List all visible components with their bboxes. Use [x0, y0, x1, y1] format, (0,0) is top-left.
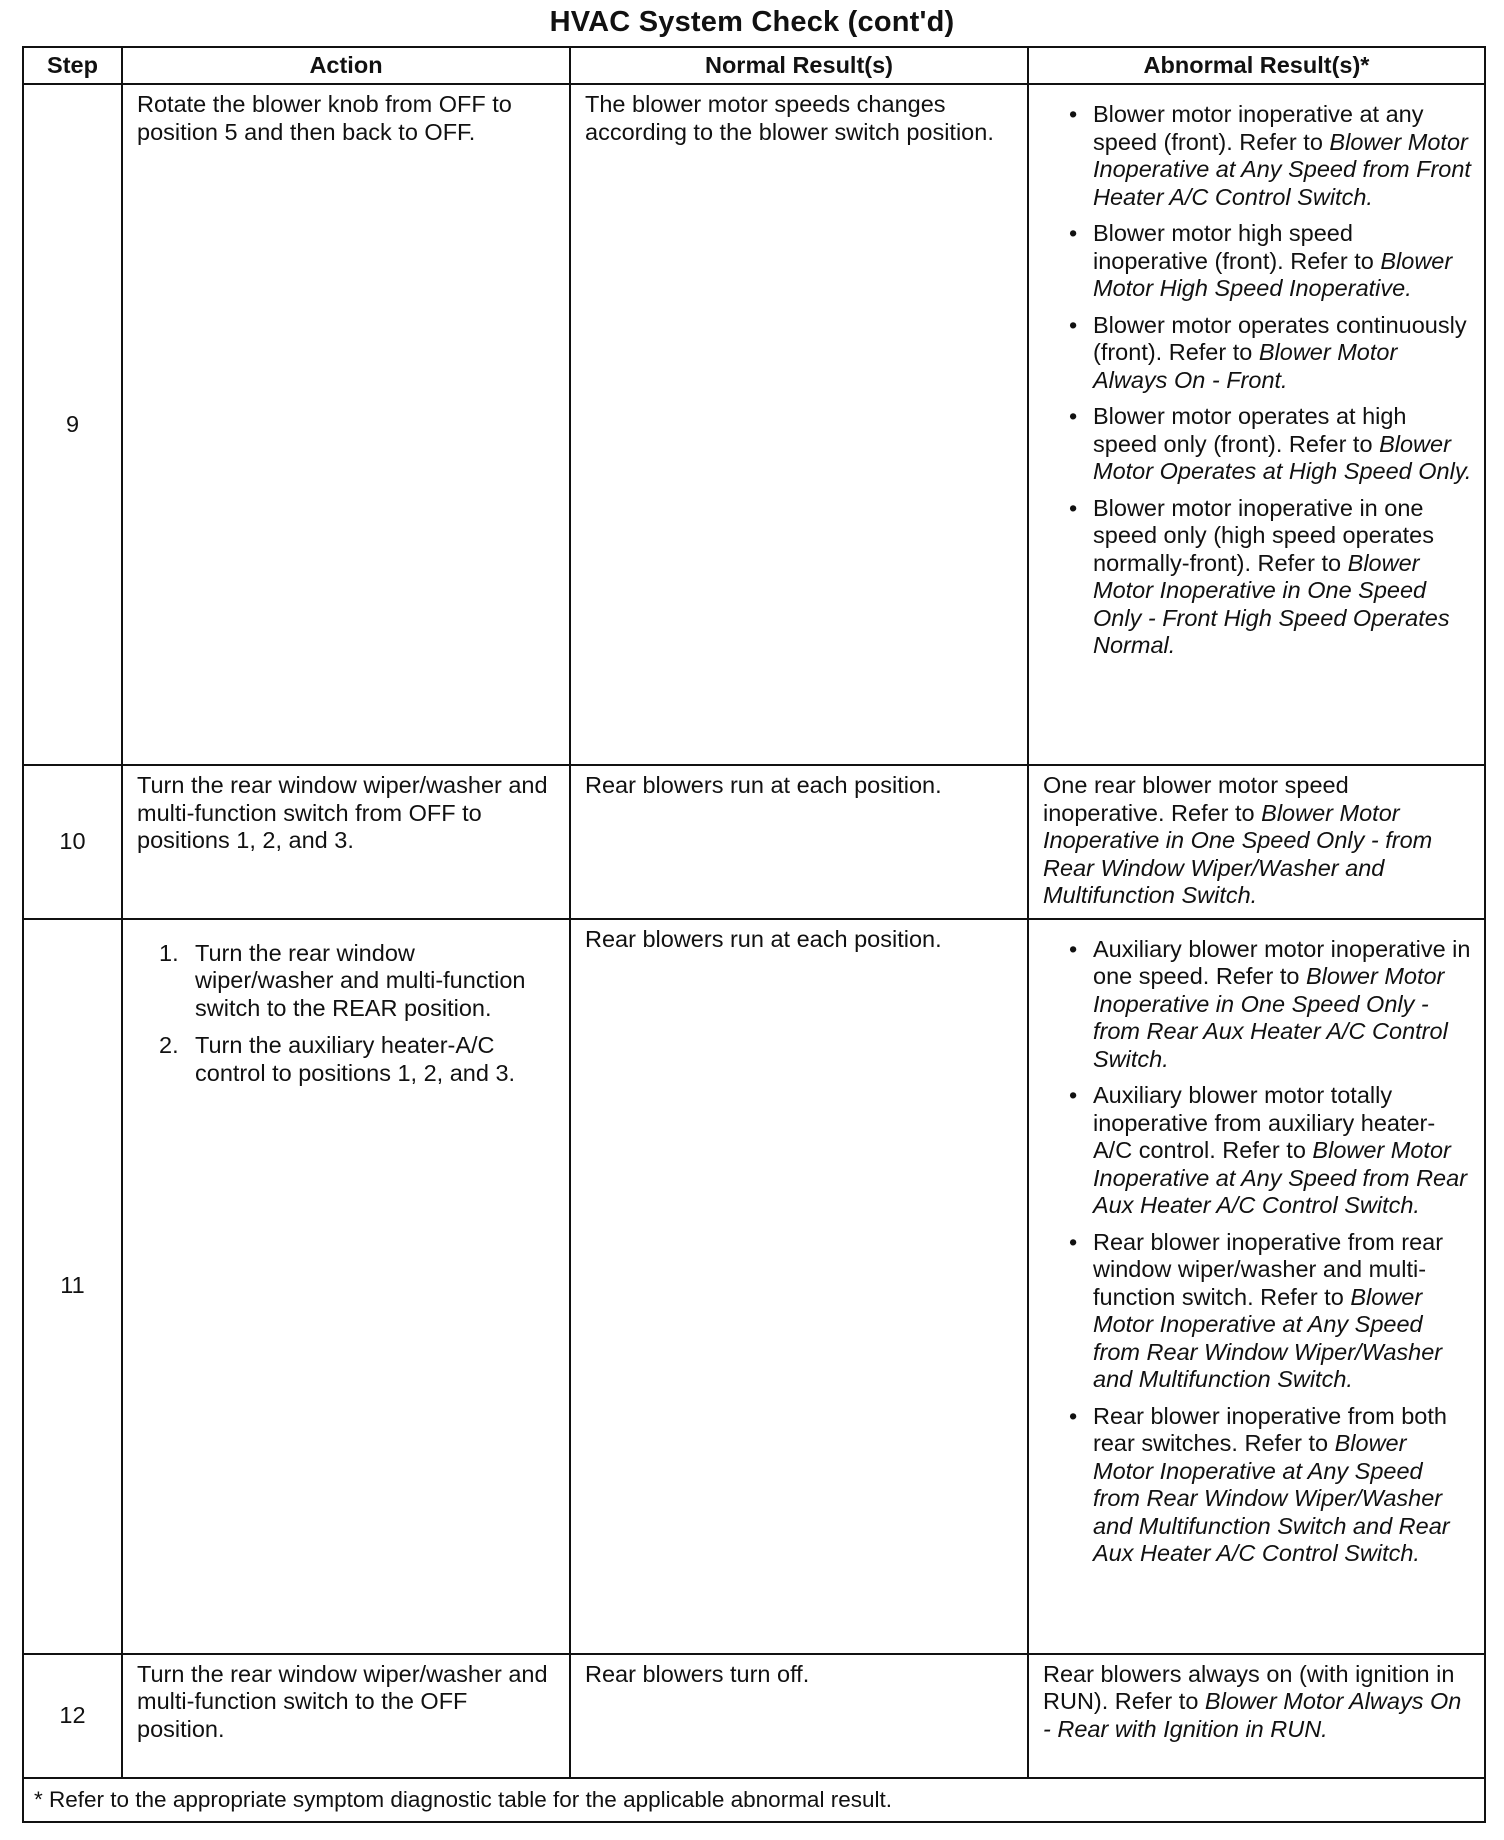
list-item: 1. Turn the rear window wiper/washer and multi-function switch to the REAR position.	[159, 939, 526, 1021]
list-item: • Rear blower inoperative from rear window wiper/washer and multi-function switch. Refer to Blower Motor Inoperative at Any Speed from Rear Window Wiper/Washer and Multifunction Switch.	[1043, 1229, 1472, 1394]
reference-link-text: Blower Motor Operates at High Speed Only.	[1093, 430, 1472, 484]
table-row	[23, 765, 1485, 919]
reference-link-text: Blower Motor Inoperative at Any Speed from Rear Aux Heater A/C Control Switch.	[1093, 1137, 1468, 1218]
reference-link-text: Blower Motor Inoperative at Any Speed from Rear Window Wiper/Washer and Multifunction Switch.	[1093, 1283, 1443, 1392]
abnormal-result-cell	[1028, 919, 1485, 1654]
footnote: * Refer to the appropriate symptom diagnostic table for the applicable abnormal result.	[23, 1778, 1485, 1822]
abnormal-result-cell	[1028, 84, 1485, 765]
action-cell	[122, 919, 570, 1654]
reference-link-text: Blower Motor High Speed Inoperative.	[1093, 247, 1453, 301]
list-item: • Blower motor inoperative in one speed only (high speed operates normally-front). Refer to Blower Motor Inoperative in One Speed Only - Front High Speed Operates Normal.	[1043, 495, 1472, 660]
reference-link-text: Blower Motor Always On - Rear with Ignition in RUN.	[1043, 1688, 1462, 1742]
abnormal-list	[1043, 926, 1472, 1568]
hvac-check-table	[22, 46, 1486, 1823]
list-item: • Rear blower inoperative from both rear switches. Refer to Blower Motor Inoperative at Any Speed from Rear Window Wiper/Washer and Multifunction Switch and Rear Aux Heater A/C Control Switch.	[1043, 1403, 1472, 1568]
normal-result-cell: The blower motor speeds changes according to the blower switch position.	[570, 84, 1028, 765]
header-normal-results: Normal Result(s)	[570, 47, 1028, 84]
page-title: HVAC System Check (cont'd)	[549, 6, 955, 38]
reference-link-text: Blower Motor Always On - Front.	[1093, 339, 1398, 393]
abnormal-result-cell: Rear blowers always on (with ignition in RUN). Refer to Blower Motor Always On - Rear with Ignition in RUN.	[1028, 1654, 1485, 1778]
footnote-row	[23, 1778, 1485, 1822]
step-number: 11	[23, 919, 122, 1654]
list-item: 2. Turn the auxiliary heater-A/C control to positions 1, 2, and 3.	[159, 1032, 516, 1086]
normal-result-cell: Rear blowers run at each position.	[570, 919, 1028, 1654]
table-row	[23, 1654, 1485, 1778]
reference-link-text: Blower Motor Inoperative in One Speed Only - from Rear Aux Heater A/C Control Switch.	[1093, 963, 1448, 1072]
list-item: • Auxiliary blower motor totally inoperative from auxiliary heater-A/C control. Refer to Blower Motor Inoperative at Any Speed from Rear Aux Heater A/C Control Switch.	[1043, 1082, 1472, 1220]
action-steps-list	[137, 926, 557, 1088]
header-row	[23, 47, 1485, 84]
step-number: 10	[23, 765, 122, 919]
header-action: Action	[122, 47, 570, 84]
abnormal-result-cell: One rear blower motor speed inoperative. Refer to Blower Motor Inoperative in One Speed Only - from Rear Window Wiper/Washer and Multifunction Switch.	[1028, 765, 1485, 919]
table-row	[23, 84, 1485, 765]
table-row	[23, 919, 1485, 1654]
list-item: • Blower motor operates at high speed only (front). Refer to Blower Motor Operates at High Speed Only.	[1043, 403, 1472, 486]
step-number: 12	[23, 1654, 122, 1778]
normal-result-cell: Rear blowers turn off.	[570, 1654, 1028, 1778]
action-cell: Turn the rear window wiper/washer and multi-function switch from OFF to positions 1, 2, and 3.	[122, 765, 570, 919]
reference-link-text: Blower Motor Inoperative in One Speed Only - Front High Speed Operates Normal.	[1093, 549, 1450, 658]
list-item: • Auxiliary blower motor inoperative in one speed. Refer to Blower Motor Inoperative in One Speed Only - from Rear Aux Heater A/C Control Switch.	[1043, 936, 1472, 1074]
reference-link-text: Blower Motor Inoperative in One Speed Only - from Rear Window Wiper/Washer and Multifunction Switch.	[1043, 799, 1433, 908]
normal-result-cell: Rear blowers run at each position.	[570, 765, 1028, 919]
list-item: • Blower motor high speed inoperative (front). Refer to Blower Motor High Speed Inoperative.	[1043, 220, 1472, 303]
list-item: • Blower motor inoperative at any speed (front). Refer to Blower Motor Inoperative at Any Speed from Front Heater A/C Control Switch.	[1043, 101, 1472, 211]
header-abnormal-results: Abnormal Result(s)*	[1028, 47, 1485, 84]
header-step: Step	[23, 47, 122, 84]
action-cell: Turn the rear window wiper/washer and multi-function switch to the OFF position.	[122, 1654, 570, 1778]
reference-link-text: Blower Motor Inoperative at Any Speed from Rear Window Wiper/Washer and Multifunction Switch and Rear Aux Heater A/C Control Switch.	[1093, 1430, 1450, 1566]
list-item: • Blower motor operates continuously (front). Refer to Blower Motor Always On - Front.	[1043, 312, 1472, 395]
step-number: 9	[23, 84, 122, 765]
abnormal-list	[1043, 91, 1472, 660]
action-cell: Rotate the blower knob from OFF to position 5 and then back to OFF.	[122, 84, 570, 765]
reference-link-text: Blower Motor Inoperative at Any Speed from Front Heater A/C Control Switch.	[1093, 128, 1471, 210]
